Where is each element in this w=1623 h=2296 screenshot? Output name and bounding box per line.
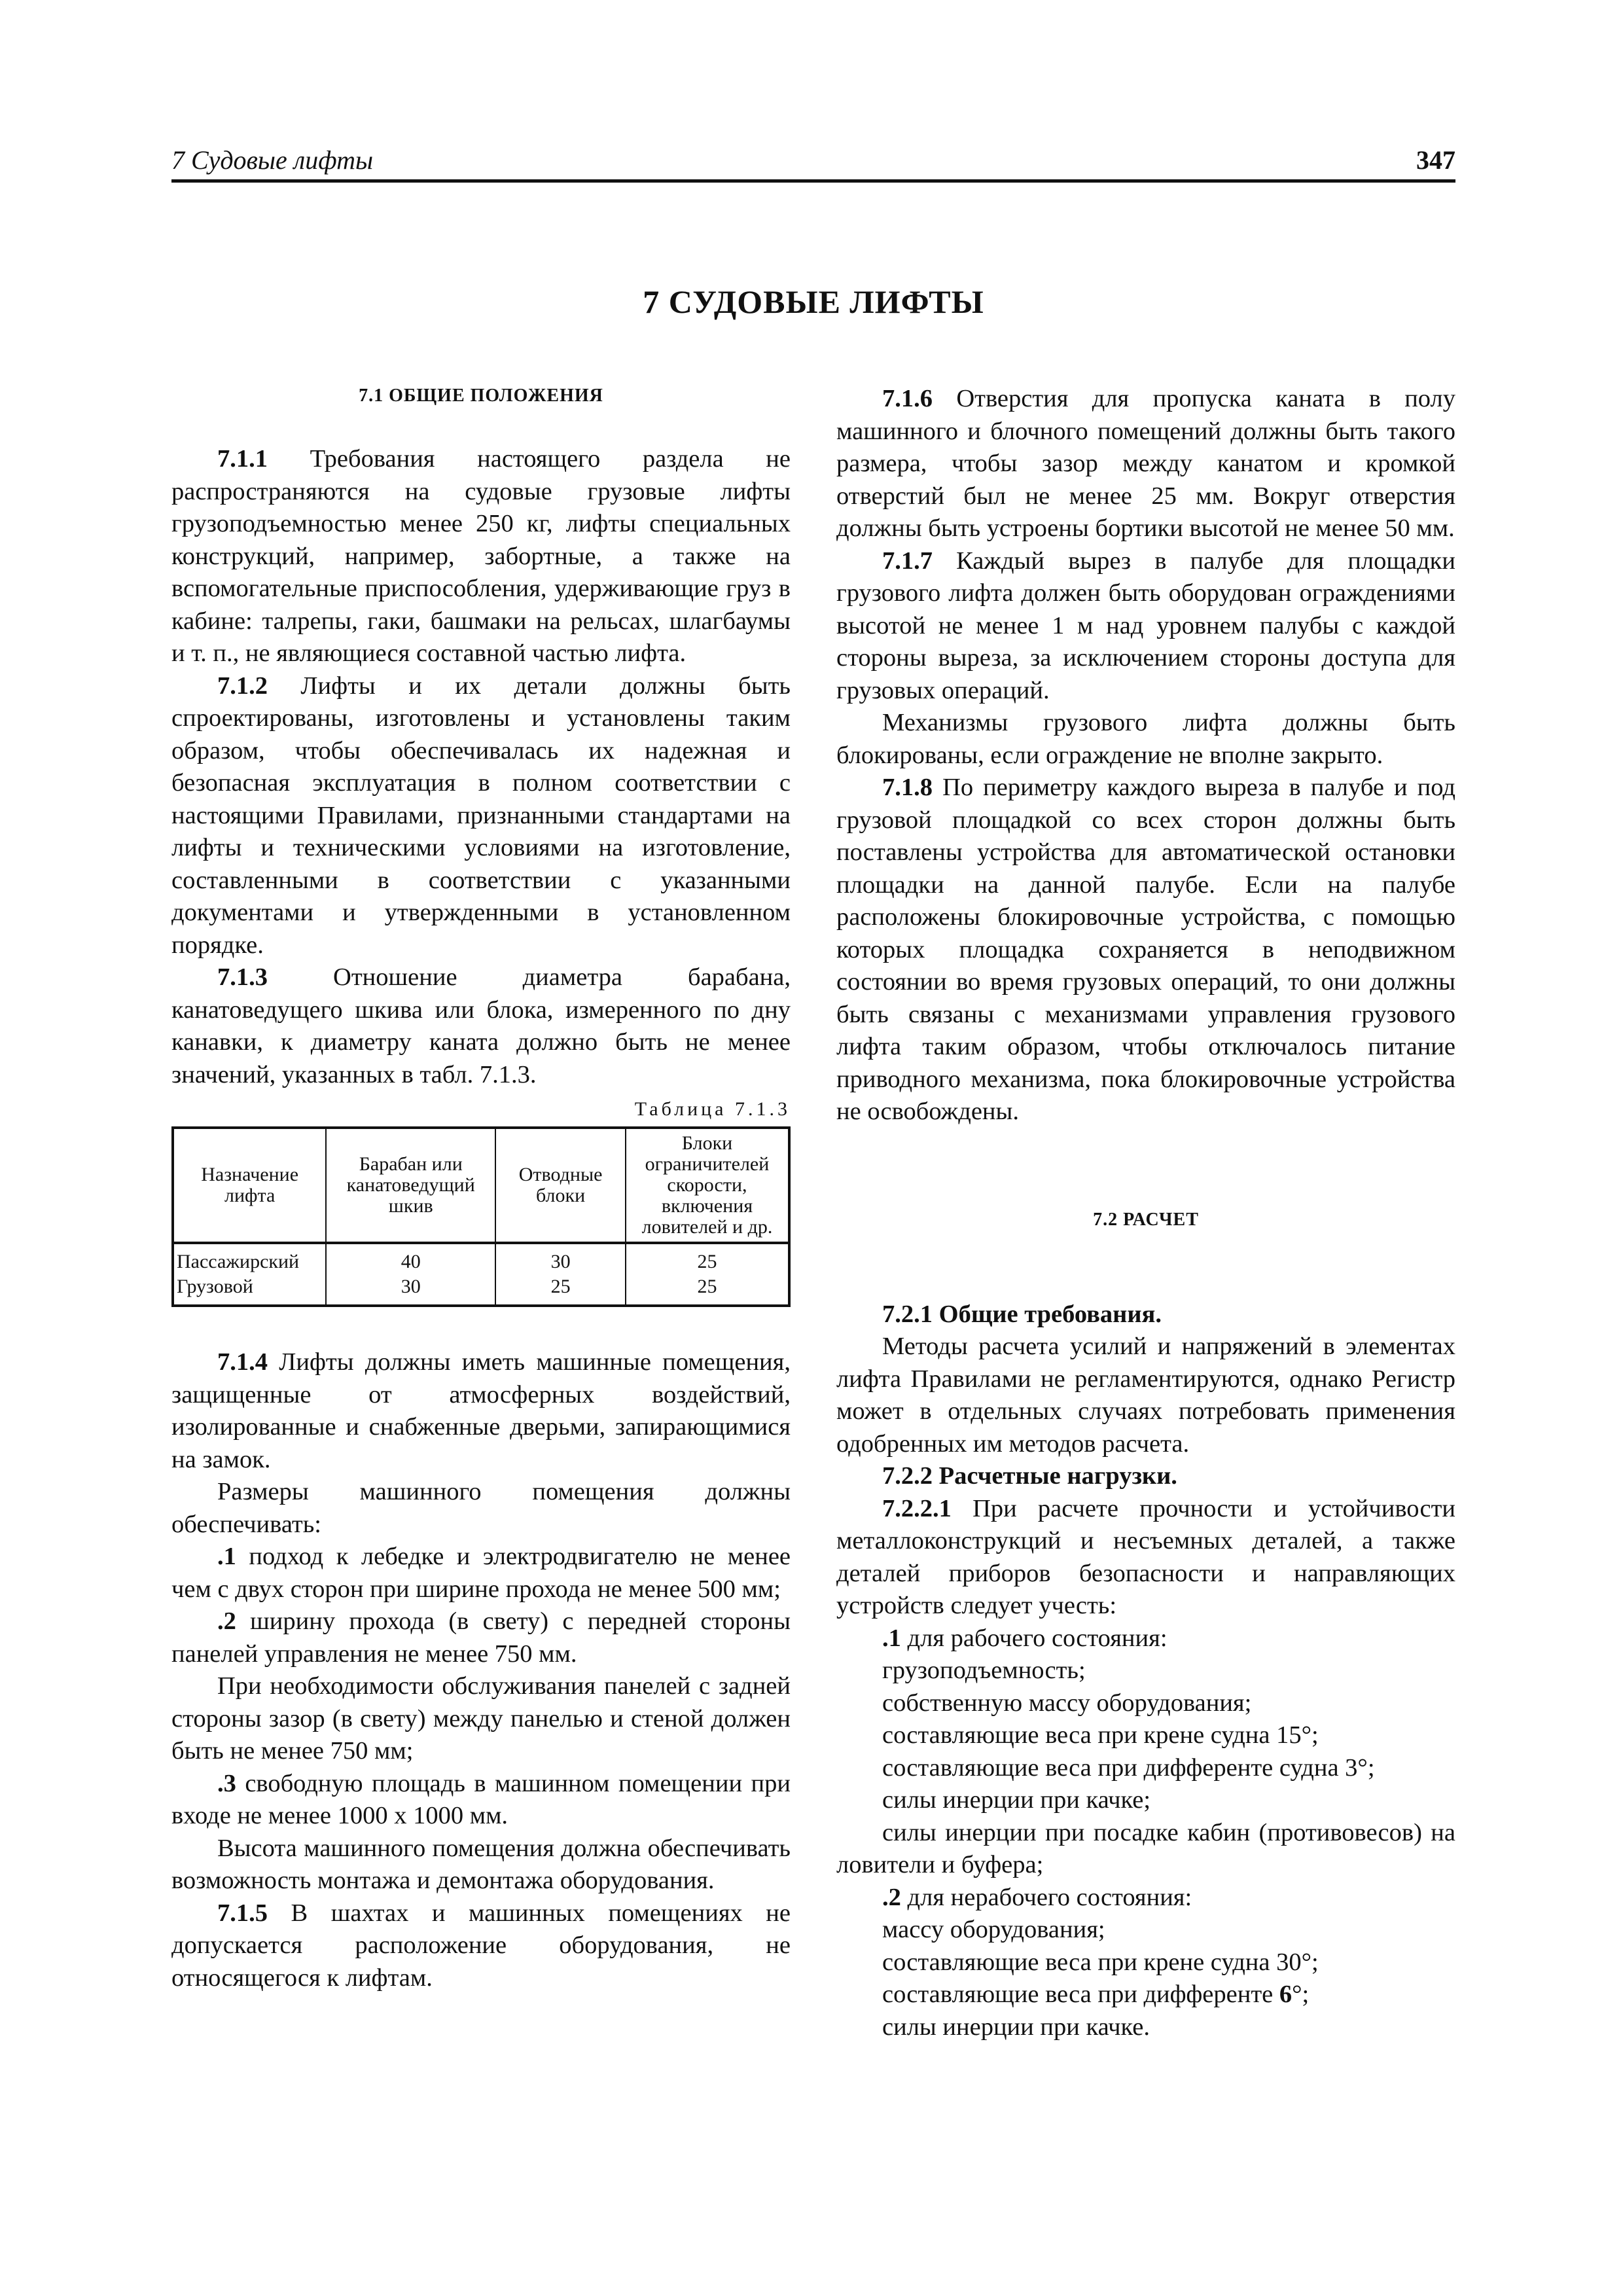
running-header bbox=[171, 145, 1455, 183]
list-item: силы инерции при качке. bbox=[882, 2013, 1150, 2041]
list-item bbox=[836, 1979, 1455, 2011]
subheading-7-2-1: 7.2.1 Общие требования. bbox=[882, 1300, 1162, 1328]
paragraph-text: Лифты и их детали должны быть спроектированы, изготовлены и установлены таким образом, чтобы обеспечивалась их надежная и безопасная эксплуатация в полном соответствии с настоящими Правилами, признанными стандартами на лифты и техническими условиями на изготовление, составленными в соответствии с указанными документами и утвержденными в установленном порядке. bbox=[171, 672, 791, 959]
paragraph-text: Каждый вырез в палубе для площадки грузового лифта должен быть оборудован ограждениями высотой не менее 1 м над уровнем палубы с каждой стороны выреза, за исключением стороны доступа для грузовых операций. bbox=[836, 547, 1455, 704]
item-text: для нерабочего состояния: bbox=[907, 1883, 1192, 1911]
paragraph-text: В шахтах и машинных помещениях не допускается расположение оборудования, не относящегося к лифтам. bbox=[171, 1899, 791, 1992]
section-heading-7-1: 7.1 ОБЩИЕ ПОЛОЖЕНИЯ bbox=[359, 386, 603, 406]
clause-number: 7.1.6 bbox=[882, 385, 933, 412]
clause-number: 7.1.8 bbox=[882, 774, 933, 801]
table-row bbox=[173, 1274, 789, 1306]
table-cell: 30 bbox=[326, 1274, 495, 1306]
clause-number: 7.1.4 bbox=[217, 1348, 268, 1376]
table-header-governor: Блоки ограничителей скорости, включения ловителей и др. bbox=[626, 1128, 789, 1243]
paragraph-room-sizes: Размеры машинного помещения должны обеспечивать: bbox=[171, 1478, 791, 1538]
table-cell: 40 bbox=[326, 1243, 495, 1274]
paragraph-7-1-1 bbox=[171, 443, 791, 670]
item-number: .2 bbox=[882, 1883, 901, 1911]
list-item: грузоподъемность; bbox=[882, 1657, 1086, 1684]
paragraph-mechanisms: Механизмы грузового лифта должны быть блокированы, если ограждение не вполне закрыто. bbox=[836, 709, 1455, 769]
paragraph-text: По периметру каждого выреза в палубе и под грузовой площадкой со всех сторон должны быть поставлены устройства для автоматической остановки площадки на данной палубе. Если на палубе расположены блокировочные устройства, с помощью которых площадка сохраняется в неподвижном состоянии во время грузовых операций, то они должны быть связаны с механизмами управления грузового лифта таким образом, чтобы отключалось питание приводного механизма, пока блокировочные устройства не освобождены. bbox=[836, 774, 1455, 1125]
left-column bbox=[171, 383, 791, 1994]
paragraph-7-1-8 bbox=[836, 772, 1455, 1128]
paragraph-service: При необходимости обслуживания панелей с задней стороны зазор (в свету) между панелью и стеной должен быть не менее 750 мм; bbox=[171, 1672, 791, 1765]
chapter-title: 7 СУДОВЫЕ ЛИФТЫ bbox=[643, 283, 984, 320]
section-heading-7-2: 7.2 РАСЧЕТ bbox=[1093, 1209, 1199, 1230]
clause-number: 7.1.5 bbox=[217, 1899, 268, 1927]
list-item: составляющие веса при крене судна 15°; bbox=[882, 1721, 1319, 1749]
list-item: составляющие веса при дифференте судна 3°; bbox=[882, 1753, 1375, 1782]
paragraph-7-2-1: Методы расчета усилий и напряжений в элементах лифта Правилами не регламентируются, однако Регистр может в отдельных случаях потребовать применения одобренных им методов расчета. bbox=[836, 1333, 1455, 1458]
table-cell: 30 bbox=[495, 1243, 626, 1274]
paragraph-7-2-2-1 bbox=[836, 1493, 1455, 1623]
list-item-3 bbox=[171, 1768, 791, 1833]
ratio-table bbox=[171, 1126, 791, 1307]
table-row bbox=[173, 1243, 789, 1274]
right-column bbox=[836, 383, 1455, 2043]
clause-number: 7.1.2 bbox=[217, 672, 268, 700]
paragraph-7-1-4 bbox=[171, 1346, 791, 1476]
table-cell: Грузовой bbox=[173, 1274, 326, 1306]
item-text: ширину прохода (в свету) с передней стороны панелей управления не менее 750 мм. bbox=[171, 1607, 791, 1668]
clause-number: 7.1.7 bbox=[882, 547, 933, 575]
table-cell: Пассажирский bbox=[173, 1243, 326, 1274]
list-item-value: 6 bbox=[1279, 1981, 1293, 2008]
clause-number: 7.1.1 bbox=[217, 445, 268, 473]
list-item: массу оборудования; bbox=[882, 1916, 1105, 1943]
table-caption: Таблица 7.1.3 bbox=[634, 1098, 791, 1120]
clause-number: 7.2.2.1 bbox=[882, 1494, 952, 1522]
item-number: .1 bbox=[882, 1624, 901, 1652]
list-item-2 bbox=[171, 1605, 791, 1670]
subheading-7-2-2: 7.2.2 Расчетные нагрузки. bbox=[882, 1462, 1177, 1490]
paragraph-text: При расчете прочности и устойчивости металлоконструкций и несъемных деталей, а также деталей приборов безопасности и направляющих устройств следует учесть: bbox=[836, 1494, 1455, 1619]
item-number: .1 bbox=[217, 1543, 236, 1570]
list-item-text: составляющие веса при дифференте bbox=[882, 1981, 1279, 2008]
paragraph-7-1-7 bbox=[836, 545, 1455, 708]
page-number: 347 bbox=[1416, 145, 1455, 175]
paragraph-text: Требования настоящего раздела не распространяются на судовые грузовые лифты грузоподъемностью менее 250 кг, лифты специальных конструкций, например, забортные, а также на вспомогательные приспособления, удерживающие груз в кабине: талрепы, гаки, башмаки на рельсах, шлагбаумы и т. п., не являющиеся составной частью лифта. bbox=[171, 445, 791, 667]
list-item-unit: °; bbox=[1292, 1981, 1310, 2008]
paragraph-7-1-5 bbox=[171, 1897, 791, 1995]
list-item: собственную массу оборудования; bbox=[882, 1689, 1252, 1717]
table-header-purpose: Назначение лифта bbox=[173, 1128, 326, 1243]
clause-number: 7.1.3 bbox=[217, 963, 268, 991]
item-number: .3 bbox=[217, 1769, 236, 1797]
table-cell: 25 bbox=[495, 1274, 626, 1306]
paragraph-7-1-2 bbox=[171, 670, 791, 962]
item-text: для рабочего состояния: bbox=[907, 1624, 1168, 1652]
paragraph-7-1-6 bbox=[836, 383, 1455, 545]
table-cell: 25 bbox=[626, 1243, 789, 1274]
item-number: .2 bbox=[217, 1607, 236, 1635]
list-item-1 bbox=[171, 1541, 791, 1605]
running-header-title: 7 Судовые лифты bbox=[171, 145, 374, 175]
rest-state-heading bbox=[836, 1882, 1455, 1914]
working-state-heading bbox=[836, 1623, 1455, 1655]
list-item: составляющие веса при крене судна 30°; bbox=[882, 1948, 1319, 1976]
paragraph-text: Отверстия для пропуска каната в полу машинного и блочного помещений должны быть такого размера, чтобы зазор между канатом и кромкой отверстий был не менее 25 мм. Вокруг отверстия должны быть устроены бортики высотой не менее 50 мм. bbox=[836, 385, 1456, 542]
paragraph-text: Лифты должны иметь машинные помещения, защищенные от атмосферных воздействий, изолированные и снабженные дверьми, запирающимися на замок. bbox=[171, 1348, 791, 1473]
paragraph-7-1-3 bbox=[171, 961, 791, 1091]
table-header-deflector: Отводные блоки bbox=[495, 1128, 626, 1243]
table-cell: 25 bbox=[626, 1274, 789, 1306]
paragraph-room-height: Высота машинного помещения должна обеспечивать возможность монтажа и демонтажа оборудования. bbox=[171, 1834, 791, 1894]
item-text: подход к лебедке и электродвигателю не менее чем с двух сторон при ширине прохода не менее 500 мм; bbox=[171, 1543, 791, 1603]
list-item: силы инерции при качке; bbox=[882, 1786, 1151, 1814]
table-header-drum: Барабан или канатоведущий шкив bbox=[326, 1128, 495, 1243]
item-text: свободную площадь в машинном помещении при входе не менее 1000 х 1000 мм. bbox=[171, 1769, 791, 1829]
list-item: силы инерции при посадке кабин (противовесов) на ловители и буфера; bbox=[836, 1818, 1455, 1878]
paragraph-text: Отношение диаметра барабана, канатоведущего шкива или блока, измеренного по дну канавки, к диаметру каната должно быть не менее значений, указанных в табл. 7.1.3. bbox=[171, 963, 791, 1088]
